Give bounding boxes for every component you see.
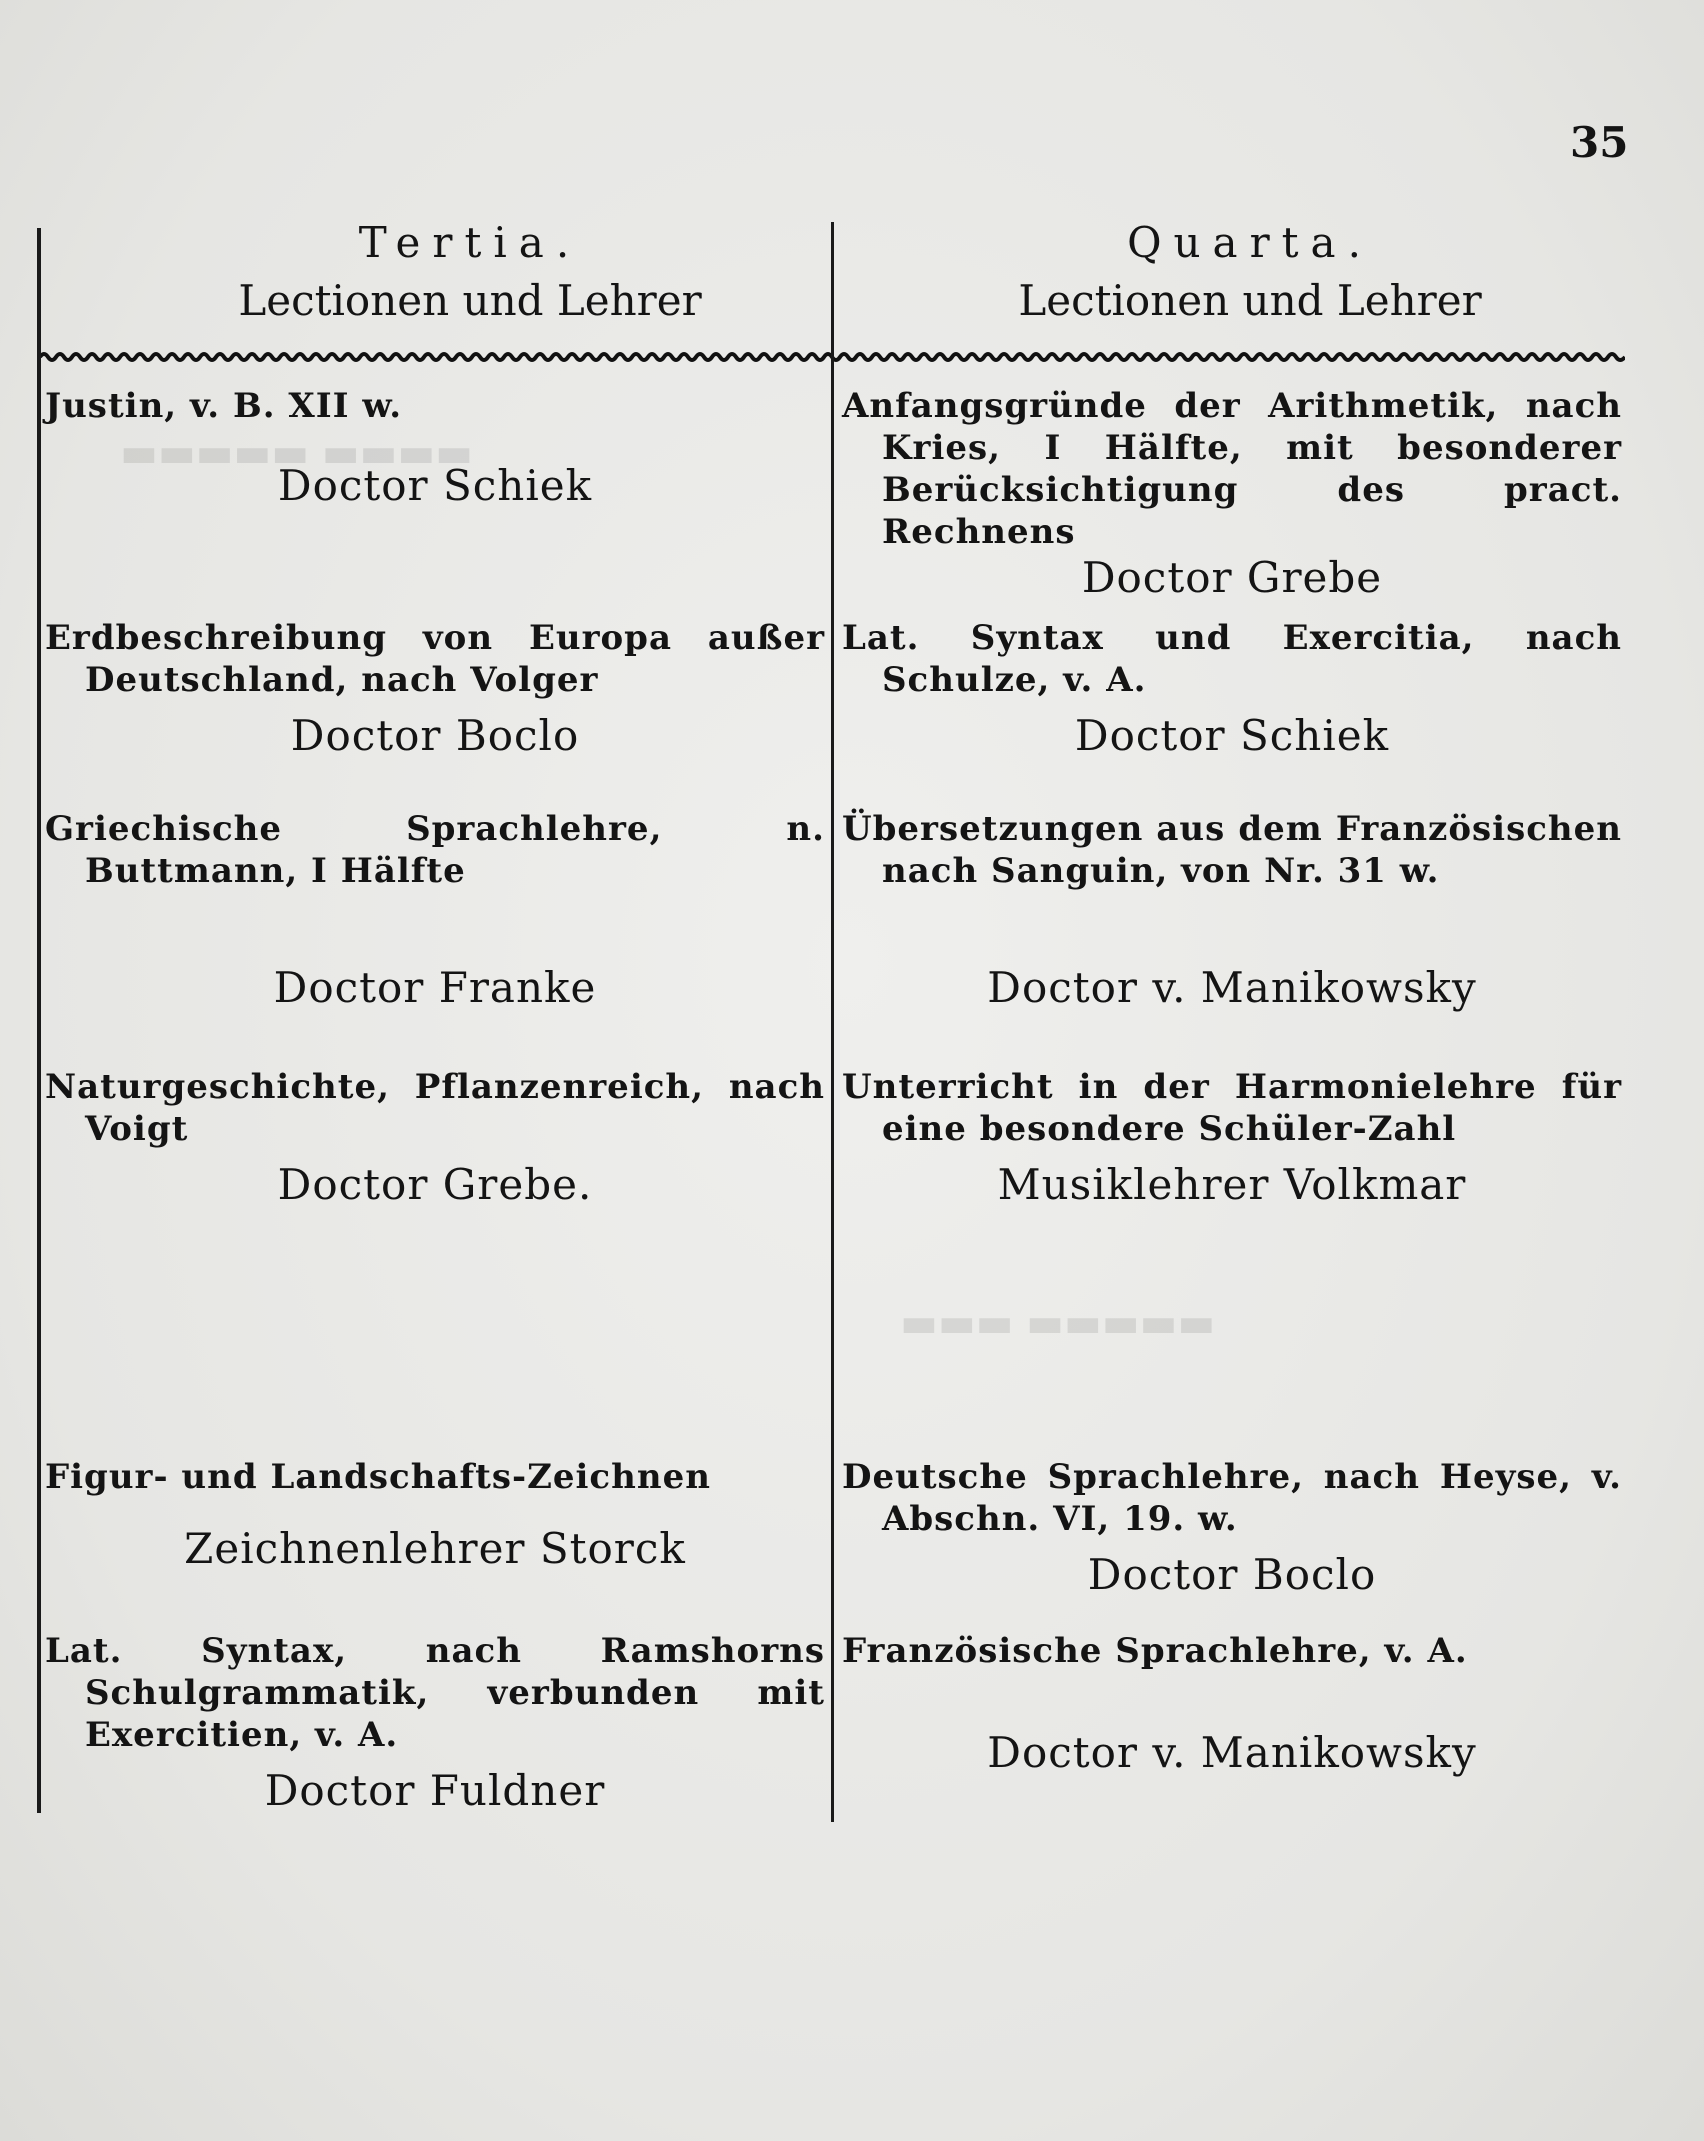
lesson-description: Unterricht in der Harmonielehre für eine besondere Schüler-Zahl — [842, 1067, 1622, 1149]
teacher-name: Doctor v. Manikowsky — [987, 1728, 1477, 1777]
lesson-description: Übersetzungen aus dem Französischen nach Sanguin, von Nr. 31 w. — [842, 809, 1622, 891]
lesson-description: Griechische Sprachlehre, n. Buttmann, I Hälfte — [45, 809, 825, 891]
tertia-entry — [45, 1456, 825, 1573]
class-title-quarta: Quarta. — [1127, 218, 1373, 267]
lesson-description: Erdbeschreibung von Europa außer Deutschland, nach Volger — [45, 618, 825, 700]
column-subheading: Lectionen und Lehrer — [1018, 276, 1482, 325]
quarta-entry — [842, 808, 1622, 1012]
tertia-entry — [45, 1630, 825, 1815]
lesson-description: Lat. Syntax und Exercitia, nach Schulze, v. A. — [842, 618, 1622, 700]
lesson-description: Lat. Syntax, nach Ramshorns Schulgrammatik, verbunden mit Exercitien, v. A. — [45, 1631, 825, 1755]
quarta-entry — [842, 1456, 1622, 1599]
left-margin-rule — [37, 228, 41, 1813]
lesson-description: Justin, v. B. XII w. — [45, 386, 403, 426]
teacher-name: Doctor Schiek — [1074, 711, 1390, 760]
quarta-entry — [842, 617, 1622, 760]
teacher-name: Doctor Schiek — [277, 461, 593, 510]
quarta-entry — [842, 385, 1622, 602]
lesson-description: Deutsche Sprachlehre, nach Heyse, v. Abschn. VI, 19. w. — [842, 1457, 1622, 1539]
tertia-entry — [45, 385, 825, 510]
bleed-through-shadow: ▬▬▬▬ ▬▬▬▬▬ — [120, 430, 473, 476]
teacher-name: Musiklehrer Volkmar — [997, 1160, 1467, 1209]
quarta-entry — [842, 1066, 1622, 1209]
teacher-name: Doctor Fuldner — [264, 1766, 606, 1815]
teacher-name: Zeichnenlehrer Storck — [184, 1524, 686, 1573]
teacher-name: Doctor Franke — [273, 963, 597, 1012]
bleed-through-shadow: ▬▬▬▬▬ ▬▬▬ — [900, 1300, 1216, 1346]
quarta-entry — [842, 1630, 1622, 1777]
right-column-header — [840, 215, 1660, 331]
tertia-entry — [45, 617, 825, 760]
column-subheading: Lectionen und Lehrer — [238, 276, 702, 325]
class-title-tertia: Tertia. — [358, 218, 582, 267]
lesson-description: Naturgeschichte, Pflanzenreich, nach Voigt — [45, 1067, 825, 1149]
teacher-name: Doctor v. Manikowsky — [987, 963, 1477, 1012]
left-column-header — [90, 215, 850, 331]
teacher-name: Doctor Grebe — [1081, 553, 1383, 602]
column-divider-rule — [831, 222, 834, 1822]
teacher-name: Doctor Grebe. — [277, 1160, 593, 1209]
tertia-entry — [45, 808, 825, 1012]
lesson-description: Französische Sprachlehre, v. A. — [842, 1631, 1468, 1671]
lesson-description: Anfangsgründe der Arithmetik, nach Kries, I Hälfte, mit besonderer Berücksichtigung des pract. Rechnens — [842, 386, 1622, 552]
teacher-name: Doctor Boclo — [290, 711, 580, 760]
lesson-description: Figur- und Landschafts-Zeichnen — [45, 1457, 711, 1497]
page-number: 35 — [1570, 118, 1629, 167]
teacher-name: Doctor Boclo — [1087, 1550, 1377, 1599]
tertia-entry — [45, 1066, 825, 1209]
